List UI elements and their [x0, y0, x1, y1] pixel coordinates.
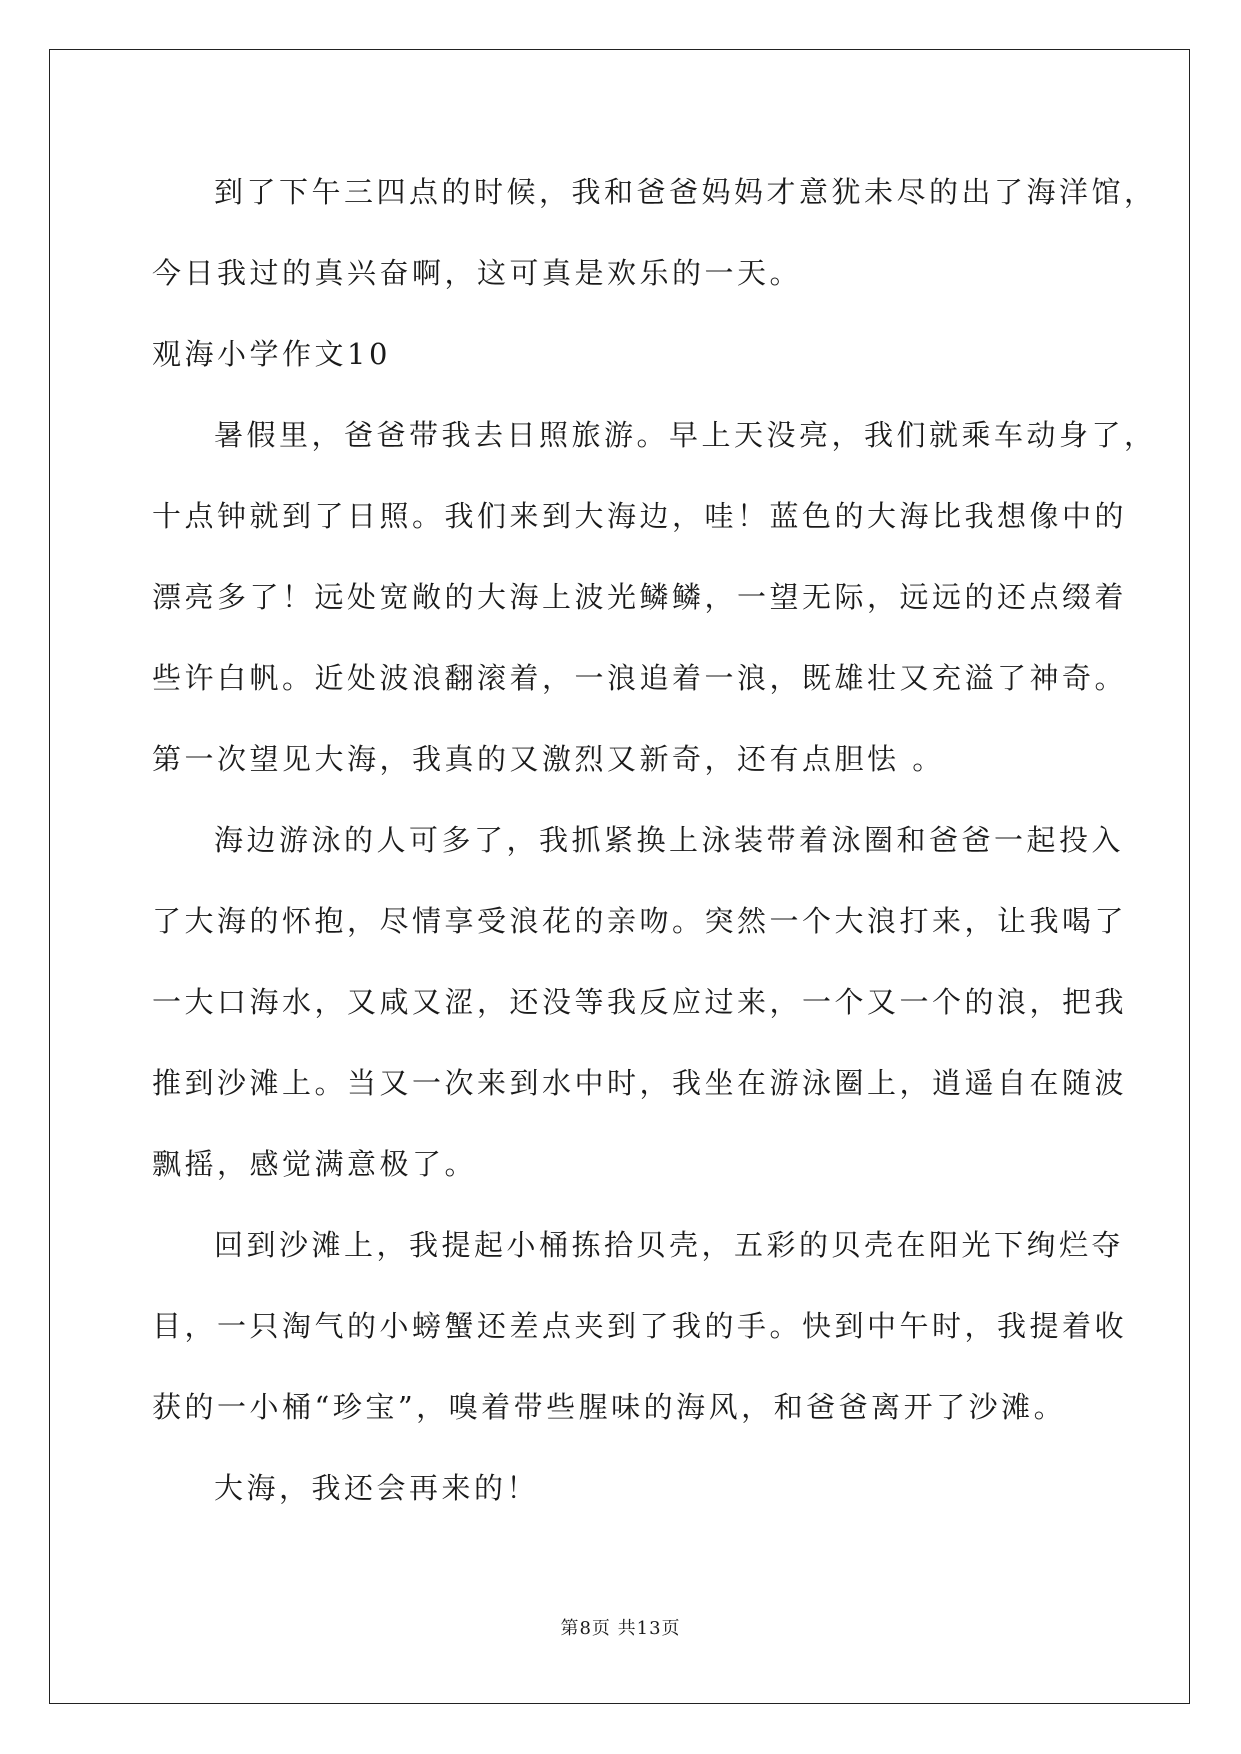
text-line-12: 推到沙滩上。当又一次来到水中时，我坐在游泳圈上，逍遥自在随波 [152, 1066, 1128, 1100]
text-line-7: 些许白帆。近处波浪翻滚着，一浪追着一浪，既雄壮又充溢了神奇。 [152, 661, 1128, 695]
page-number-footer: 第8页 共13页 [560, 1618, 681, 1639]
page-border [49, 49, 1190, 1704]
text-line-8: 第一次望见大海，我真的又激烈又新奇，还有点胆怯 。 [152, 742, 945, 776]
essay-title: 观海小学作文10 [152, 337, 391, 371]
text-line-10: 了大海的怀抱，尽情享受浪花的亲吻。突然一个大浪打来，让我喝了 [152, 904, 1128, 938]
text-line-13: 飘摇，感觉满意极了。 [152, 1147, 478, 1181]
text-line-16: 获的一小桶“珍宝”，嗅着带些腥味的海风，和爸爸离开了沙滩。 [152, 1390, 1067, 1424]
text-line-6: 漂亮多了！远处宽敞的大海上波光鳞鳞，一望无际，远远的还点缀着 [152, 580, 1128, 614]
text-line-15: 目，一只淘气的小螃蟹还差点夹到了我的手。快到中午时，我提着收 [152, 1309, 1128, 1343]
text-line-17: 大海，我还会再来的！ [214, 1471, 540, 1505]
text-line-1: 到了下午三四点的时候，我和爸爸妈妈才意犹未尽的出了海洋馆， [214, 175, 1157, 209]
text-line-14: 回到沙滩上，我提起小桶拣拾贝壳，五彩的贝壳在阳光下绚烂夺 [214, 1228, 1125, 1262]
text-line-11: 一大口海水，又咸又涩，还没等我反应过来，一个又一个的浪，把我 [152, 985, 1128, 1019]
text-line-5: 十点钟就到了日照。我们来到大海边，哇！蓝色的大海比我想像中的 [152, 499, 1128, 533]
text-line-4: 暑假里，爸爸带我去日照旅游。早上天没亮，我们就乘车动身了， [214, 418, 1157, 452]
text-line-9: 海边游泳的人可多了，我抓紧换上泳装带着泳圈和爸爸一起投入 [214, 823, 1125, 857]
text-line-2: 今日我过的真兴奋啊，这可真是欢乐的一天。 [152, 256, 803, 290]
